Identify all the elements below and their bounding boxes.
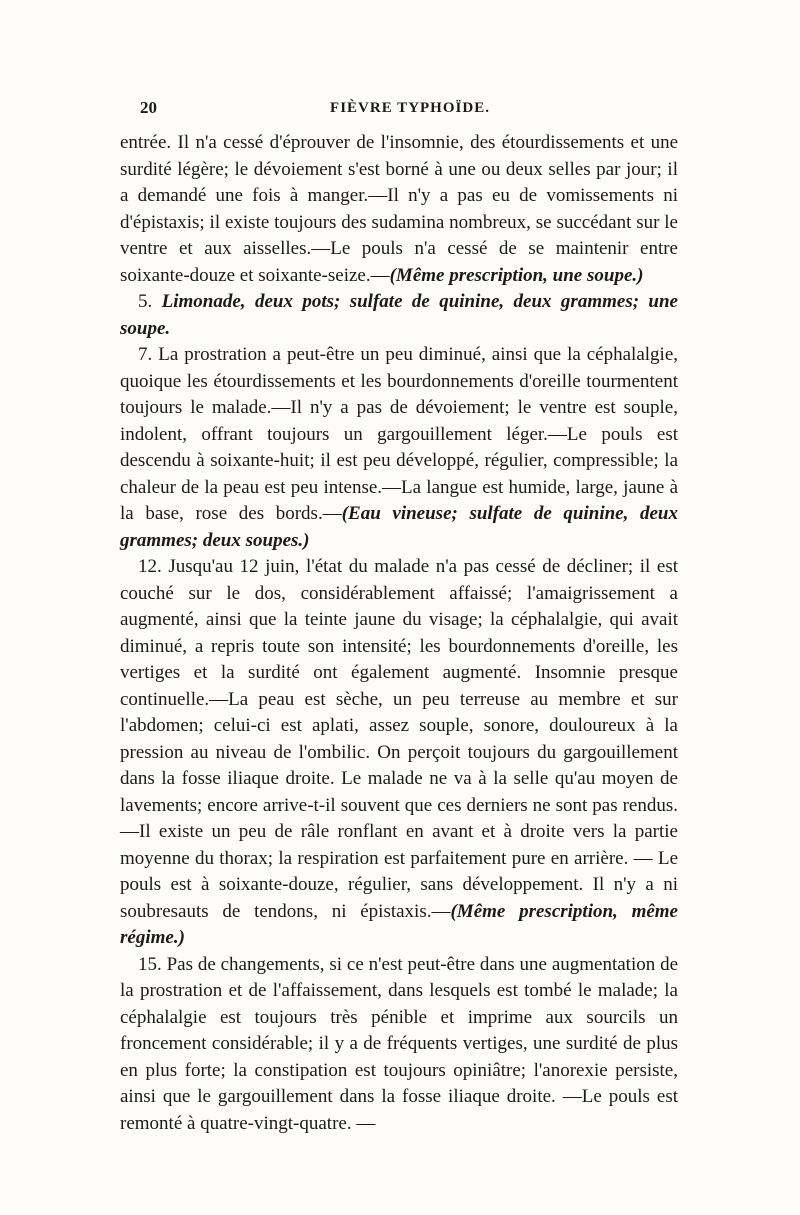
paragraph-continuation xyxy=(120,130,678,289)
prescription: (Eau vineuse; sulfate de quinine, deux grammes; deux soupes.) xyxy=(120,503,678,551)
paragraph-text: Jusqu'au 12 juin, l'état du malade n'a pas cessé de décliner; il est couché sur le dos, considérablement affaissé; l'amaigrissement a augmenté, ainsi que la teinte jaune du visage; la céphalalgie, qui avait diminué, a repris toute son intensité; les bourdonnements d'oreille, les vertiges et la surdité ont également augmenté. Insomnie presque continuelle.—La peau est sèche, un peu terreuse au membre et sur l'abdomen; celui-ci est aplati, assez souple, sonore, douloureux à la pression au niveau de l'ombilic. On perçoit toujours du gargouillement dans la fosse iliaque droite. Le malade ne va à la selle qu'au moyen de lavements; encore arrive-t-il souvent que ces derniers ne sont pas rendus.—Il existe un peu de râle ronflant en avant et à droite vers la partie moyenne du thorax; la respiration est parfaitement pure en arrière. — Le pouls est à soixante-douze, régulier, sans développement. Il n'y a ni soubresauts de tendons, ni épistaxis.— xyxy=(120,556,679,922)
paragraph-day-15 xyxy=(120,952,678,1138)
prescription: (Même prescription, une soupe.) xyxy=(389,264,644,286)
running-head xyxy=(140,98,680,122)
paragraph-text: La prostration a peut-être un peu diminué, ainsi que la céphalalgie, quoique les étourdissements et les bourdonnements d'oreille tourmentent toujours le malade.—Il n'y a pas de dévoiement; le ventre est souple, indolent, offrant toujours un gargouillement léger.—Le pouls est descendu à soixante-huit; il est peu développé, régulier, compressible; la chaleur de la peau est peu intense.—La langue est humide, large, jaune à la base, rose des bords.— xyxy=(120,344,679,524)
paragraph-text: entrée. Il n'a cessé d'éprouver de l'insomnie, des étourdissements et une surdité légère; le dévoiement s'est borné à une ou deux selles par jour; il a demandé une fois à manger.—Il n'y a pas eu de vomissements ni d'épistaxis; il existe toujours des sudamina nombreux, se succédant sur le ventre et aux aisselles.—Le pouls n'a cessé de se maintenir entre soixante-douze et soixante-seize.— xyxy=(120,132,678,286)
paragraph-day-5 xyxy=(120,289,678,342)
day-number: 5. xyxy=(138,291,153,312)
day-number: 7. xyxy=(138,344,153,365)
paragraph-text: Pas de changements, si ce n'est peut-être dans une augmentation de la prostration et de l'affaissement, dans lesquels est tombé le malade; la céphalalgie est toujours très pénible et imprime aux sourcils un froncement considérable; il y a de fréquents vertiges, une surdité de plus en plus forte; la constipation est toujours opiniâtre; l'anorexie persiste, ainsi que le gargouillement dans la fosse iliaque droite. —Le pouls est remonté à quatre-vingt-quatre. — xyxy=(120,953,679,1134)
running-title: FIÈVRE TYPHOÏDE. xyxy=(330,100,490,116)
prescription: (Même prescription, même régime.) xyxy=(120,900,678,948)
prescription: Limonade, deux pots; sulfate de quinine, deux grammes; une soupe. xyxy=(120,291,678,339)
page-number: 20 xyxy=(140,98,157,117)
paragraph-day-12 xyxy=(120,554,678,952)
paragraph-day-7 xyxy=(120,342,678,554)
day-number: 15. xyxy=(138,953,162,975)
day-number: 12. xyxy=(138,556,162,577)
body-text xyxy=(120,130,678,1137)
